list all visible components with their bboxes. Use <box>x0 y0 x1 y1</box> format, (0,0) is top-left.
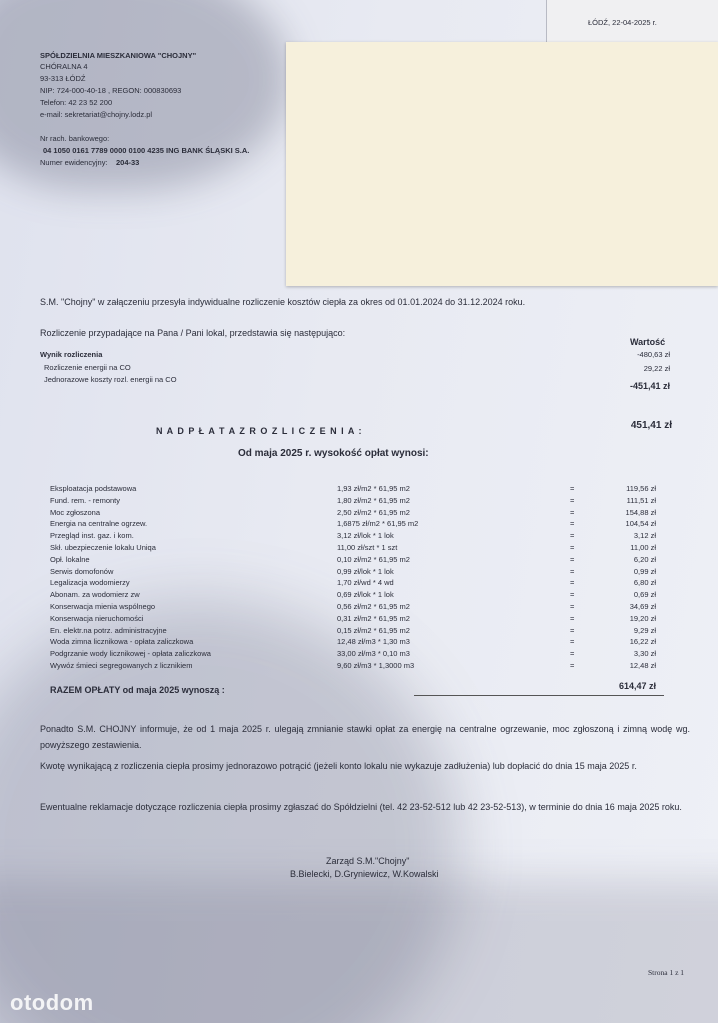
fee-equals: = <box>570 554 575 564</box>
settlement-intro: Rozliczenie przypadające na Pana / Pani lokal, przedstawia się następująco: <box>40 328 346 338</box>
intro-text: S.M. "Chojny" w załączeniu przesyła indywidualne rozliczenie kosztów ciepła za okres od 01.01.2024 do 31.12.2024 roku. <box>40 297 526 307</box>
fee-name: Woda zimna licznikowa - opłata zaliczkowa <box>50 637 194 647</box>
result-value: -480,63 zł <box>637 350 670 359</box>
fee-formula: 0,15 zł/m2 * 61,95 m2 <box>337 625 410 635</box>
fee-name: Legalizacja wodomierzy <box>50 578 130 588</box>
fee-formula: 12,48 zł/m3 * 1,30 m3 <box>337 637 410 647</box>
settlement-item-label: Rozliczenie energii na CO <box>44 363 131 372</box>
fee-formula: 0,56 zł/m2 * 61,95 m2 <box>337 602 410 611</box>
result-label: Wynik rozliczenia <box>40 350 103 359</box>
signature-names: B.Bielecki, D.Gryniewicz, W.Kowalski <box>290 869 439 879</box>
fee-formula: 2,50 zł/m2 * 61,95 m2 <box>337 507 410 517</box>
fee-amount: 3,12 zł <box>633 531 656 541</box>
fee-equals: = <box>570 495 575 505</box>
fee-name: Przegląd inst. gaz. i kom. <box>50 531 134 541</box>
fee-name: Konserwacja mienia wspólnego <box>50 602 156 611</box>
fee-equals: = <box>570 649 575 659</box>
fee-name: En. elektr.na potrz. administracyjne <box>50 625 167 635</box>
settlement-item-value: -451,41 zł <box>629 381 670 391</box>
fee-name: Abonam. za wodomierz zw <box>50 590 140 600</box>
total-label: RAZEM OPŁATY od maja 2025 wynoszą : <box>50 685 225 695</box>
fee-amount: 11,00 zł <box>630 543 656 552</box>
company-ids: NIP: 724-000-40-18 , REGON: 000830693 <box>40 86 182 95</box>
fee-formula: 0,69 zł/lok * 1 lok <box>337 590 394 600</box>
fee-formula: 0,99 zł/lok * 1 lok <box>337 566 394 576</box>
record-number: 204-33 <box>116 158 140 167</box>
company-city: 93-313 ŁÓDŹ <box>40 74 86 83</box>
fee-equals: = <box>570 566 575 576</box>
settlement-item-value: 29,22 zł <box>643 364 670 373</box>
fee-name: Eksploatacja podstawowa <box>50 484 137 493</box>
fee-formula: 1,70 zł/wd * 4 wd <box>337 578 394 588</box>
fee-equals: = <box>570 661 575 670</box>
record-label: Numer ewidencyjny: <box>40 158 108 167</box>
fee-name: Skł. ubezpieczenie lokalu Uniqa <box>50 543 156 552</box>
fees-title: Od maja 2025 r. wysokość opłat wynosi: <box>238 448 429 459</box>
fee-amount: 119,56 zł <box>626 484 656 493</box>
fee-amount: 6,80 zł <box>633 578 656 588</box>
fee-name: Energia na centralne ogrzew. <box>50 519 148 529</box>
fee-formula: 11,00 zł/szt * 1 szt <box>337 543 398 552</box>
total-value: 614,47 zł <box>618 681 656 691</box>
fee-amount: 12,48 zł <box>629 661 656 670</box>
fee-amount: 104,54 zł <box>625 519 656 529</box>
fee-equals: = <box>570 531 575 541</box>
fee-equals: = <box>570 613 575 623</box>
overpayment-value: 451,41 zł <box>630 420 672 431</box>
document-date: ŁÓDŹ, 22-04-2025 r. <box>588 18 657 27</box>
signature-board: Zarząd S.M."Chojny" <box>326 856 410 866</box>
fee-equals: = <box>570 543 575 552</box>
company-email: e-mail: sekretariat@chojny.lodz.pl <box>40 110 153 119</box>
fee-amount: 9,29 zł <box>633 625 656 635</box>
fee-formula: 33,00 zł/m3 * 0,10 m3 <box>337 649 410 659</box>
fee-name: Wywóz śmieci segregowanych z licznikiem <box>50 661 193 670</box>
address-cover-note <box>286 42 718 286</box>
fee-equals: = <box>570 637 575 647</box>
fee-equals: = <box>570 602 575 611</box>
company-name: SPÓŁDZIELNIA MIESZKANIOWA "CHOJNY" <box>40 51 197 60</box>
fee-formula: 1,6875 zł/m2 * 61,95 m2 <box>337 519 419 529</box>
fee-amount: 34,69 zł <box>629 602 656 611</box>
fee-amount: 16,22 zł <box>629 637 656 647</box>
fee-equals: = <box>570 578 575 588</box>
fee-amount: 0,99 zł <box>633 566 656 576</box>
value-header: Wartość <box>630 337 666 347</box>
total-underline <box>414 695 664 696</box>
settlement-item-label: Jednorazowe koszty rozl. energii na CO <box>44 375 177 384</box>
company-phone: Telefon: 42 23 52 200 <box>40 98 113 107</box>
company-street: CHÓRALNA 4 <box>40 62 88 71</box>
fee-formula: 1,80 zł/m2 * 61,95 m2 <box>337 495 410 505</box>
fee-name: Serwis domofonów <box>50 566 114 576</box>
fee-amount: 154,88 zł <box>625 507 656 517</box>
fee-equals: = <box>570 507 575 517</box>
fee-formula: 0,31 zł/m2 * 61,95 m2 <box>337 613 410 623</box>
fee-equals: = <box>570 519 575 529</box>
fee-formula: 0,10 zł/m2 * 61,95 m2 <box>337 554 410 564</box>
fee-amount: 111,51 zł <box>626 495 656 505</box>
fee-name: Konserwacja nieruchomości <box>50 613 144 623</box>
fee-amount: 0,69 zł <box>633 590 656 600</box>
fee-equals: = <box>570 484 575 493</box>
bank-label: Nr rach. bankowego: <box>40 134 110 143</box>
fee-formula: 1,93 zł/m2 * 61,95 m2 <box>337 484 410 493</box>
fee-equals: = <box>570 625 575 635</box>
otodom-watermark: otodom <box>10 990 94 1015</box>
shadow-bottom <box>0 880 718 1023</box>
fee-amount: 3,30 zł <box>633 649 656 659</box>
fee-formula: 3,12 zł/lok * 1 lok <box>337 531 394 541</box>
fee-amount: 19,20 zł <box>629 613 656 623</box>
fee-amount: 6,20 zł <box>633 554 656 564</box>
fee-name: Podgrzanie wody licznikowej - opłata zaliczkowa <box>50 649 211 659</box>
fee-name: Moc zgłoszona <box>50 507 101 517</box>
paragraph-rates-change: Ponadto S.M. CHOJNY informuje, że od 1 maja 2025 r. ulegają zmnianie stawki opłat za energię na centralne ogrzewanie, moc zgłoszoną i zimną wodę wg. powyższego zestawienia. <box>40 724 690 750</box>
fee-name: Fund. rem. - remonty <box>50 495 121 505</box>
overpayment-label: N A D P Ł A T A Z R O Z L I C Z E N I A : <box>156 426 363 436</box>
paragraph-payment: Kwotę wynikającą z rozliczenia ciepła prosimy jednorazowo potrącić (jeżeli konto lokalu nie wykazuje zadłużenia) lub dopłacić do dnia 15 maja 2025 r. <box>40 761 637 771</box>
page-number: Strona 1 z 1 <box>648 968 685 977</box>
fee-name: Opł. lokalne <box>50 554 90 564</box>
paragraph-complaints: Ewentualne reklamacje dotyczące rozliczenia ciepła prosimy zgłaszać do Spółdzielni (tel. 42 23-52-512 lub 42 23-52-513), w terminie do dnia 16 maja 2025 roku. <box>40 802 682 812</box>
bank-account: 04 1050 0161 7789 0000 0100 4235 ING BANK ŚLĄSKI S.A. <box>43 146 250 155</box>
fee-formula: 9,60 zł/m3 * 1,3000 m3 <box>337 661 415 670</box>
fee-equals: = <box>570 590 575 600</box>
